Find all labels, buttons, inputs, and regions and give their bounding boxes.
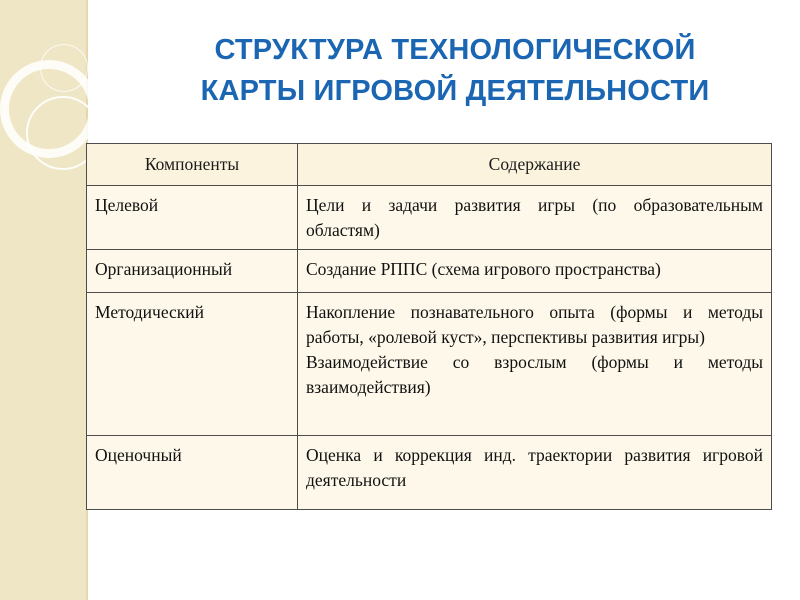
content-text: Цели и задачи развития игры (по образовательным областям) [306, 195, 763, 240]
table-row [87, 293, 772, 436]
component-cell: Методический [87, 293, 298, 436]
component-cell: Организационный [87, 250, 298, 293]
component-cell: Целевой [87, 186, 298, 250]
slide-title-line-1: СТРУКТУРА ТЕХНОЛОГИЧЕСКОЙ [214, 34, 696, 66]
content-text: Накопление познавательного опыта (формы и методы работы, «ролевой куст», перспективы развития игры) [306, 302, 763, 347]
table-row [87, 186, 772, 250]
decorative-ring [40, 44, 88, 92]
header-content: Содержание [298, 144, 772, 186]
content-text: Оценка и коррекция инд. траектории развития игровой деятельности [306, 445, 763, 490]
content-cell [298, 436, 772, 510]
table-row [87, 250, 772, 293]
header-components: Компоненты [87, 144, 298, 186]
content-cell [298, 186, 772, 250]
content-cell [298, 250, 772, 293]
table-row [87, 436, 772, 510]
table-header-row [87, 144, 772, 186]
content-text: Взаимодействие со взрослым (формы и методы взаимодействия) [306, 352, 763, 397]
content-text: Создание РППС (схема игрового пространства) [306, 259, 661, 279]
slide-title [110, 30, 800, 112]
content-cell [298, 293, 772, 436]
slide-title-line-2: КАРТЫ ИГРОВОЙ ДЕЯТЕЛЬНОСТИ [200, 75, 710, 107]
structure-table [86, 143, 772, 510]
component-cell: Оценочный [87, 436, 298, 510]
